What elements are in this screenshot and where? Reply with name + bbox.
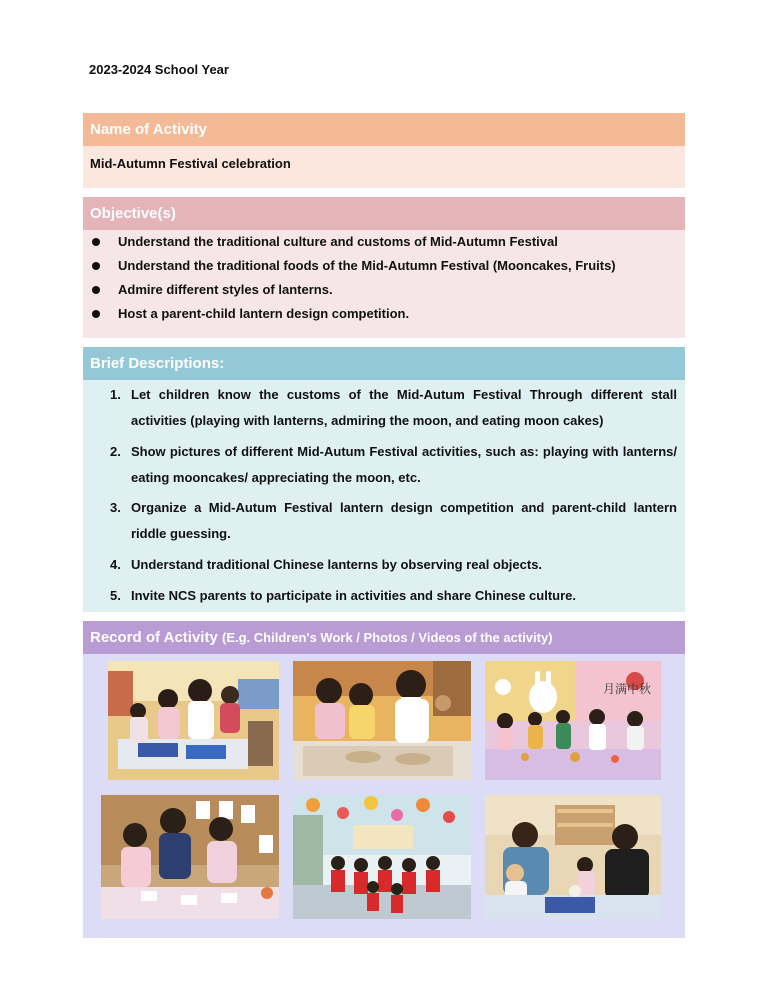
- bullet-icon: [92, 262, 100, 270]
- brief-descriptions-header: [83, 347, 685, 380]
- school-year: 2023-2024 School Year: [89, 62, 229, 77]
- bullet-icon: [92, 286, 100, 294]
- objectives-title: Objective(s): [90, 205, 176, 222]
- name-of-activity-title: Name of Activity: [90, 121, 207, 138]
- banner-text: 月满中秋: [603, 682, 652, 696]
- activity-photo-4: [101, 795, 279, 919]
- record-of-activity-title: Record of Activity (E.g. Children's Work / Photos / Videos of the activity): [90, 629, 553, 646]
- objective-item: Admire different styles of lanterns.: [83, 282, 683, 300]
- activity-photo-1: [108, 661, 279, 780]
- brief-descriptions-body: 1. Let children know the customs of the Mid-Autum Festival Through different stall activities (playing with lanterns, admiring the moon, and eating moon cakes) 2. Show pictures of different Mid-Autum Festival activities, such as: playing with lanterns/ eating mooncakes/ appreciating the moon, etc. 3. Organize a Mid-Autum Festival lantern design competition and parent-child lantern riddle guessing. 4. Understand traditional Chinese lanterns by observing real objects. 5. Invite NCS parents to participate in activities and share Chinese culture.: [83, 380, 685, 612]
- record-of-activity-header: [83, 621, 685, 654]
- brief-descriptions-title: Brief Descriptions:: [90, 355, 225, 372]
- bullet-icon: [92, 310, 100, 318]
- objective-item: Host a parent-child lantern design competition.: [83, 306, 683, 324]
- activity-photo-6: [485, 795, 661, 919]
- activity-photo-3: [485, 661, 661, 780]
- activity-name: Mid-Autumn Festival celebration: [90, 156, 291, 171]
- bullet-icon: [92, 238, 100, 246]
- name-of-activity-header: [83, 113, 685, 146]
- record-of-activity-body: [83, 654, 685, 938]
- objectives-header: [83, 197, 685, 230]
- objective-item: Understand the traditional culture and customs of Mid-Autumn Festival: [83, 234, 683, 252]
- objective-item: Understand the traditional foods of the Mid-Autumn Festival (Mooncakes, Fruits): [83, 258, 683, 276]
- record-of-activity-subtitle: (E.g. Children's Work / Photos / Videos of the activity): [221, 630, 553, 645]
- activity-photo-2: [293, 661, 471, 780]
- name-of-activity-body: [83, 146, 685, 188]
- objectives-body: [83, 230, 685, 338]
- activity-photo-5: [293, 795, 471, 919]
